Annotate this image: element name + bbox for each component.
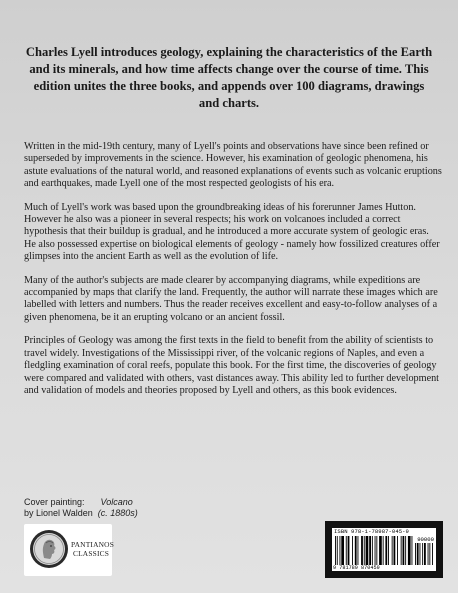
painting-date: (c. 1880s) [97,508,138,518]
cover-painting-credit [24,497,138,519]
publisher-name [71,540,115,558]
barcode-panel [332,528,436,571]
paragraph: Principles of Geology was among the first texts in the field to benefit from the ability of scientists to travel widely. Investigations of the Mississippi river, of the volcanic regions of Naples, and even a fledgling examination of coral reefs, populate this book. For the first time, the discoveries of geology were compared and validated with others, vast distances away. This ability led to further development and validation of models and theories proposed by Lyell and others, as this book evidences. [24,335,440,396]
publisher-name-line2: CLASSICS [72,549,110,558]
barcode-bars [335,536,413,565]
paragraph: Many of the author's subjects are made clearer by accompanying diagrams, while expeditions are accompanied by maps that clarify the land. Frequently, the author will narrate these images which are labelled with letters and numbers. Thus the reader receives excellent and easy-to-follow analyses of a given phenomena, be it an erupting volcano or an ancient fossil. [24,274,438,323]
credit-label: Cover painting: [24,497,85,507]
publisher-logo [24,524,115,576]
painting-artist: by Lionel Walden [24,508,93,518]
description [24,141,442,408]
price-code: 90000 [417,536,434,543]
coin-medallion-icon [29,529,69,569]
cover-blurb: Charles Lyell introduces geology, explaining the characteristics of the Earth and its minerals, and how time affects change over the course of time. This edition unites the three books, and appends over 100 diagrams, drawings and charts. [25,45,433,110]
paragraph: Much of Lyell's work was based upon the groundbreaking ideas of his forerunner James Hutton. However he also was a pioneer in several respects; his work on volcanoes included a correct hypothesis that their buildup is gradual, and he introduced a more accurate system of geologic eras. He also possessed expertise on biological elements of geology - namely how fossilized creatures offer glimpses into the ancient Earth as well as the evolution of life. [24,201,440,263]
barcode-digits: 9 781789 870459 [333,565,380,571]
publisher-name-line1: PANTIANOS [71,540,115,549]
isbn-barcode [325,521,443,578]
painting-title: Volcano [100,497,133,507]
price-barcode-bars [415,543,433,565]
paragraph: Written in the mid-19th century, many of Lyell's points and observations have since been refined or superseded by improvements in the science. However, his examination of geologic phenomena, his astute evaluations of the natural world, and reasoned explanations of events such as volcanic eruptions and earthquakes, made Lyell one of the most respected geologists of his era. [24,141,442,190]
isbn-number: ISBN 978-1-78987-045-9 [334,528,409,535]
